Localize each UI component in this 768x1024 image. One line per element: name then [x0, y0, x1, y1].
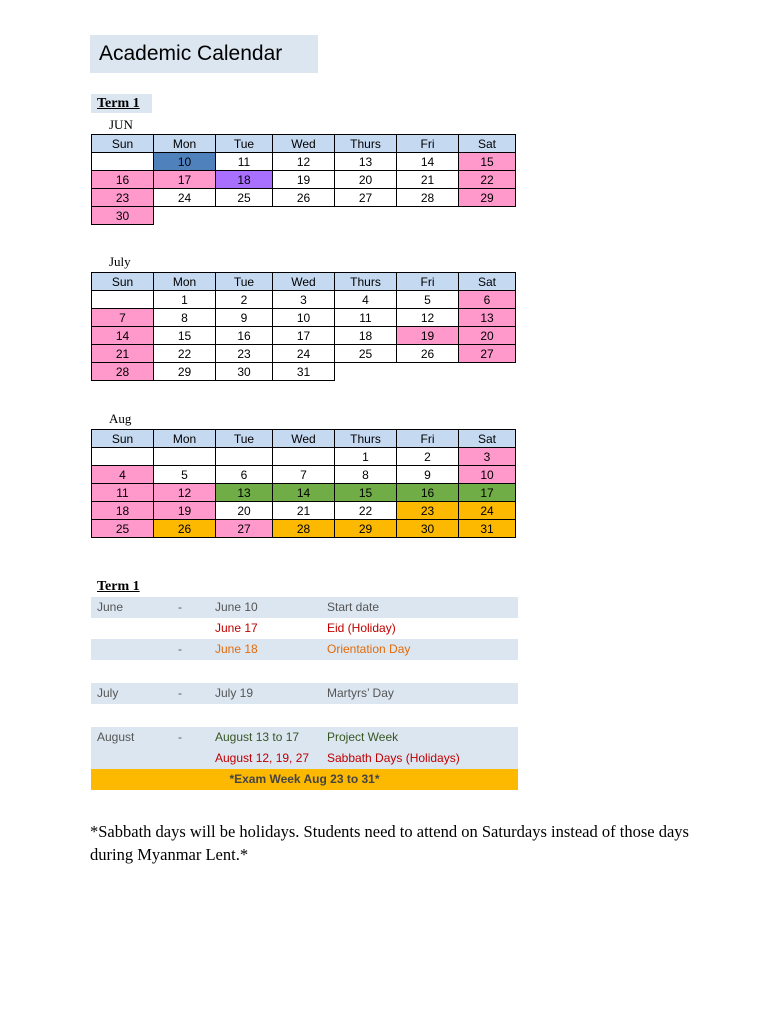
day-cell: 29 — [335, 520, 397, 538]
blank-day-cell — [154, 448, 216, 466]
weekday-header: Tue — [216, 273, 273, 291]
day-cell: 27 — [335, 189, 397, 207]
day-cell: 2 — [216, 291, 273, 309]
day-cell: 25 — [92, 520, 154, 538]
empty-slot — [273, 207, 335, 225]
day-cell: 21 — [92, 345, 154, 363]
schedule-month: August — [97, 730, 135, 744]
day-cell: 8 — [335, 466, 397, 484]
day-cell: 20 — [459, 327, 516, 345]
weekday-header: Sun — [92, 135, 154, 153]
day-cell: 18 — [216, 171, 273, 189]
day-cell: 27 — [459, 345, 516, 363]
month-label: JUN — [109, 117, 133, 132]
day-cell: 29 — [154, 363, 216, 381]
exam-week-banner: *Exam Week Aug 23 to 31* — [91, 769, 518, 790]
month-label: July — [109, 254, 131, 269]
empty-slot — [335, 363, 397, 381]
day-cell: 20 — [216, 502, 273, 520]
weekday-header: Thurs — [335, 135, 397, 153]
day-cell: 19 — [397, 327, 459, 345]
day-cell: 5 — [154, 466, 216, 484]
day-cell: 14 — [273, 484, 335, 502]
schedule-date: August 13 to 17 — [215, 730, 300, 744]
day-cell: 17 — [273, 327, 335, 345]
day-cell: 25 — [216, 189, 273, 207]
weekday-header: Sat — [459, 135, 516, 153]
empty-slot — [397, 207, 459, 225]
schedule-row — [91, 639, 518, 660]
day-cell: 12 — [273, 153, 335, 171]
day-cell: 13 — [335, 153, 397, 171]
day-cell: 26 — [397, 345, 459, 363]
day-cell: 17 — [459, 484, 516, 502]
day-cell: 28 — [273, 520, 335, 538]
weekday-header: Fri — [397, 273, 459, 291]
day-cell: 21 — [273, 502, 335, 520]
day-cell: 12 — [154, 484, 216, 502]
day-cell: 6 — [216, 466, 273, 484]
day-cell: 23 — [216, 345, 273, 363]
schedule-list — [91, 597, 518, 790]
schedule-month: June — [97, 600, 124, 614]
day-cell: 31 — [459, 520, 516, 538]
day-cell: 10 — [459, 466, 516, 484]
day-cell: 9 — [397, 466, 459, 484]
blank-day-cell — [273, 448, 335, 466]
day-cell: 4 — [92, 466, 154, 484]
weekday-header: Fri — [397, 135, 459, 153]
calendar-table-jun — [91, 134, 516, 225]
day-cell: 17 — [154, 171, 216, 189]
day-cell: 30 — [216, 363, 273, 381]
empty-slot — [216, 207, 273, 225]
schedule-row — [91, 727, 518, 748]
day-cell: 15 — [459, 153, 516, 171]
day-cell: 1 — [154, 291, 216, 309]
schedule-event: Sabbath Days (Holidays) — [327, 751, 460, 765]
day-cell: 10 — [273, 309, 335, 327]
schedule-date: June 18 — [215, 642, 258, 656]
day-cell: 24 — [459, 502, 516, 520]
day-cell: 16 — [397, 484, 459, 502]
day-cell: 22 — [459, 171, 516, 189]
weekday-header: Thurs — [335, 273, 397, 291]
month-label: Aug — [109, 411, 132, 426]
schedule-event: Project Week — [327, 730, 399, 744]
day-cell: 7 — [273, 466, 335, 484]
weekday-header: Sun — [92, 273, 154, 291]
blank-day-cell — [92, 153, 154, 171]
day-cell: 20 — [335, 171, 397, 189]
weekday-header: Wed — [273, 430, 335, 448]
weekday-header: Tue — [216, 135, 273, 153]
day-cell: 13 — [216, 484, 273, 502]
schedule-date: June 10 — [215, 600, 258, 614]
day-cell: 30 — [92, 207, 154, 225]
empty-slot — [335, 207, 397, 225]
schedule-row — [91, 748, 518, 769]
schedule-event: Eid (Holiday) — [327, 621, 396, 635]
day-cell: 3 — [273, 291, 335, 309]
schedule-date: June 17 — [215, 621, 258, 635]
page-title: Academic Calendar — [90, 35, 318, 73]
day-cell: 16 — [92, 171, 154, 189]
schedule-spacer — [91, 660, 518, 683]
blank-day-cell — [92, 448, 154, 466]
day-cell: 25 — [335, 345, 397, 363]
day-cell: 13 — [459, 309, 516, 327]
weekday-header: Wed — [273, 273, 335, 291]
weekday-header: Mon — [154, 430, 216, 448]
weekday-header: Fri — [397, 430, 459, 448]
schedule-dash: - — [178, 600, 182, 614]
day-cell: 7 — [92, 309, 154, 327]
blank-day-cell — [92, 291, 154, 309]
empty-slot — [397, 363, 459, 381]
schedule-dash: - — [178, 642, 182, 656]
day-cell: 27 — [216, 520, 273, 538]
day-cell: 11 — [216, 153, 273, 171]
day-cell: 19 — [154, 502, 216, 520]
weekday-header: Sat — [459, 430, 516, 448]
day-cell: 22 — [335, 502, 397, 520]
schedule-date: August 12, 19, 27 — [215, 751, 310, 765]
empty-slot — [459, 207, 516, 225]
weekday-header: Sun — [92, 430, 154, 448]
schedule-event: Martyrs’ Day — [327, 686, 394, 700]
day-cell: 10 — [154, 153, 216, 171]
weekday-header: Mon — [154, 135, 216, 153]
day-cell: 15 — [335, 484, 397, 502]
schedule-month: July — [97, 686, 119, 700]
day-cell: 1 — [335, 448, 397, 466]
day-cell: 22 — [154, 345, 216, 363]
day-cell: 8 — [154, 309, 216, 327]
day-cell: 9 — [216, 309, 273, 327]
term-label: Term 1 — [91, 94, 152, 113]
day-cell: 12 — [397, 309, 459, 327]
calendar-table-july — [91, 272, 516, 381]
day-cell: 23 — [397, 502, 459, 520]
day-cell: 28 — [397, 189, 459, 207]
calendar-table-aug — [91, 429, 516, 538]
weekday-header: Mon — [154, 273, 216, 291]
footnote: *Sabbath days will be holidays. Students need to attend on Saturdays instead of those days during Myanmar Lent.* — [90, 822, 689, 864]
day-cell: 14 — [92, 327, 154, 345]
schedule-date: July 19 — [215, 686, 254, 700]
weekday-header: Thurs — [335, 430, 397, 448]
day-cell: 24 — [273, 345, 335, 363]
day-cell: 14 — [397, 153, 459, 171]
day-cell: 29 — [459, 189, 516, 207]
day-cell: 24 — [154, 189, 216, 207]
day-cell: 4 — [335, 291, 397, 309]
schedule-event: Orientation Day — [327, 642, 411, 656]
day-cell: 5 — [397, 291, 459, 309]
day-cell: 15 — [154, 327, 216, 345]
day-cell: 31 — [273, 363, 335, 381]
schedule-event: Start date — [327, 600, 380, 614]
empty-slot — [154, 207, 216, 225]
empty-slot — [459, 363, 516, 381]
day-cell: 23 — [92, 189, 154, 207]
day-cell: 18 — [335, 327, 397, 345]
weekday-header: Wed — [273, 135, 335, 153]
day-cell: 21 — [397, 171, 459, 189]
schedule-row — [91, 618, 518, 639]
weekday-header: Sat — [459, 273, 516, 291]
day-cell: 26 — [273, 189, 335, 207]
schedule-term-label: Term 1 — [97, 579, 140, 594]
schedule-row — [91, 683, 518, 704]
weekday-header: Tue — [216, 430, 273, 448]
day-cell: 26 — [154, 520, 216, 538]
day-cell: 2 — [397, 448, 459, 466]
day-cell: 11 — [335, 309, 397, 327]
schedule-dash: - — [178, 686, 182, 700]
day-cell: 18 — [92, 502, 154, 520]
day-cell: 28 — [92, 363, 154, 381]
day-cell: 11 — [92, 484, 154, 502]
day-cell: 3 — [459, 448, 516, 466]
schedule-dash: - — [178, 730, 182, 744]
schedule-spacer — [91, 704, 518, 727]
schedule-row — [91, 597, 518, 618]
day-cell: 19 — [273, 171, 335, 189]
day-cell: 6 — [459, 291, 516, 309]
day-cell: 30 — [397, 520, 459, 538]
blank-day-cell — [216, 448, 273, 466]
day-cell: 16 — [216, 327, 273, 345]
